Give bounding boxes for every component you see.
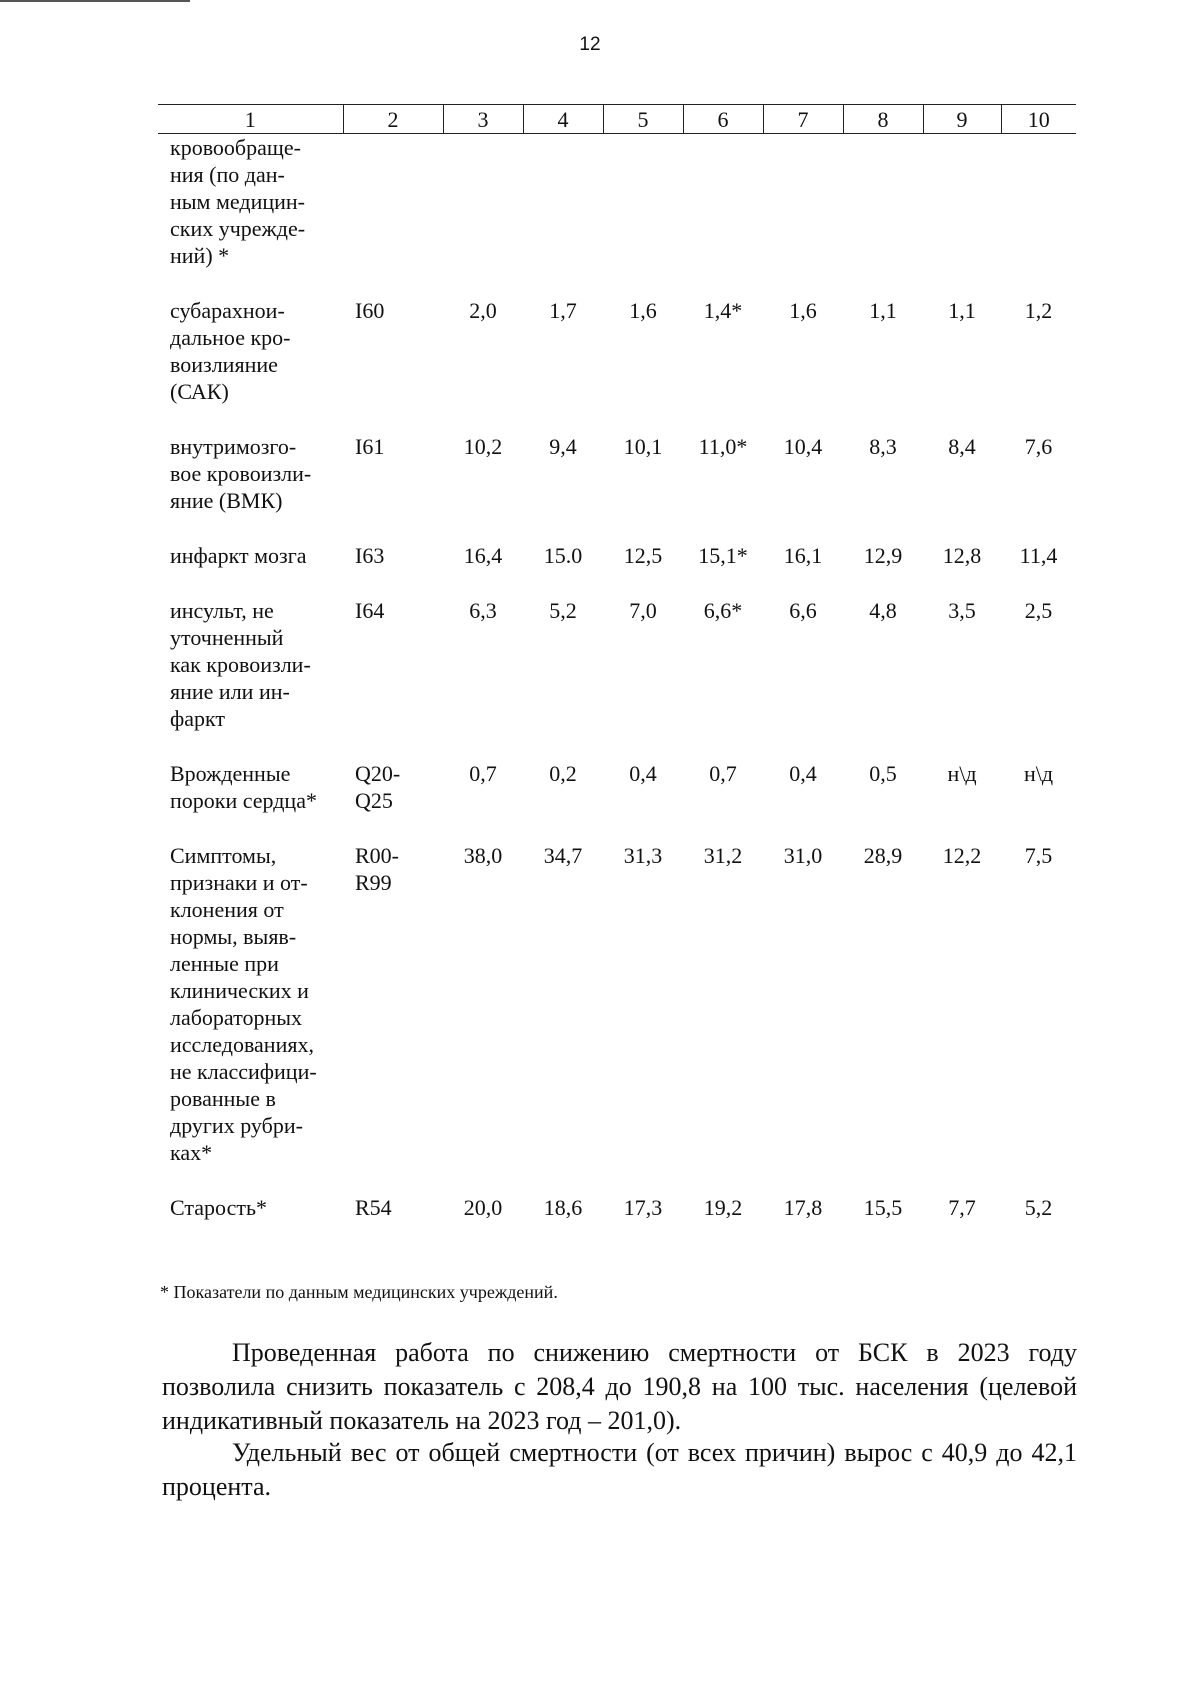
row-value-col-7: 31,0 [783,843,823,868]
row-name: инсульт, не уточненный как кровоизли- яние или ин- фаркт [170,598,311,731]
row-value-col-3: 6,3 [469,598,497,623]
row-value-col-4: 0,2 [549,761,577,786]
table-row [158,569,1076,732]
row-value-col-8: 0,5 [869,761,897,786]
table-header-row [158,105,1076,134]
row-name: Врожденные пороки сердца* [170,761,317,813]
mortality-table [158,104,1076,1221]
row-value-col-10: 1,2 [1024,298,1053,323]
row-value-col-6: 6,6* [703,598,743,623]
column-header-4: 4 [523,105,603,134]
row-value-col-10: 7,5 [1024,843,1053,868]
row-value-col-7: 1,6 [789,298,817,323]
table-row [158,1166,1076,1221]
row-value-col-8: 4,8 [869,598,897,623]
row-icd-code: I64 [355,598,385,623]
column-header-1: 1 [158,105,343,134]
row-name: инфаркт мозга [170,543,307,568]
row-value-col-5: 1,6 [629,298,657,323]
table-row [158,514,1076,569]
row-value-col-5: 17,3 [623,1195,663,1220]
row-value-col-6: 11,0* [698,434,748,459]
row-icd-code: I60 [355,298,385,323]
table-row [158,405,1076,514]
column-header-10: 10 [1001,105,1076,134]
table-row [158,269,1076,405]
row-value-col-9: 1,1 [948,298,976,323]
row-value-col-4: 18,6 [543,1195,583,1220]
column-header-6: 6 [683,105,763,134]
row-value-col-3: 20,0 [463,1195,503,1220]
row-name: внутримозго- вое кровоизли- яние (ВМК) [170,434,312,513]
row-value-col-9: 3,5 [948,598,976,623]
row-value-col-4: 15.0 [543,543,583,568]
row-value-col-9: 12,2 [942,843,982,868]
table-row [158,814,1076,1166]
row-value-col-10: 11,4 [1019,543,1058,568]
page-number: 12 [579,34,601,55]
row-value-col-5: 0,4 [629,761,657,786]
row-value-col-4: 5,2 [549,598,577,623]
row-value-col-9: н\д [947,761,977,786]
row-value-col-4: 9,4 [549,434,577,459]
row-value-col-5: 31,3 [623,843,663,868]
column-header-7: 7 [763,105,843,134]
row-name: Симптомы, признаки и от- клонения от нормы, выяв- ленные при клинических и лабораторных исследованиях, не классифици- рованные в других рубри- ках* [170,843,317,1165]
column-header-5: 5 [603,105,683,134]
row-value-col-7: 6,6 [789,598,817,623]
row-value-col-4: 34,7 [543,843,583,868]
row-value-col-7: 0,4 [789,761,817,786]
row-value-col-10: 7,6 [1024,434,1053,459]
row-icd-code: R00- R99 [355,843,399,895]
row-value-col-9: 12,8 [942,543,982,568]
row-value-col-9: 8,4 [948,434,976,459]
row-value-col-3: 10,2 [463,434,503,459]
row-value-col-6: 1,4* [703,298,743,323]
row-value-col-8: 15,5 [863,1195,903,1220]
column-header-8: 8 [843,105,923,134]
row-icd-code: Q20- Q25 [355,761,401,813]
row-value-col-7: 10,4 [783,434,823,459]
scan-edge-line [0,0,190,2]
row-value-col-3: 0,7 [469,761,497,786]
row-value-col-6: 0,7 [709,761,737,786]
row-value-col-7: 16,1 [783,543,823,568]
row-value-col-6: 19,2 [703,1195,743,1220]
column-header-2: 2 [343,105,443,134]
row-value-col-8: 12,9 [863,543,903,568]
row-value-col-8: 28,9 [863,843,903,868]
row-value-col-3: 38,0 [463,843,503,868]
row-value-col-10: 5,2 [1024,1195,1053,1220]
row-value-col-6: 15,1* [698,543,748,568]
row-value-col-9: 7,7 [948,1195,976,1220]
table-row [158,732,1076,814]
row-value-col-10: 2,5 [1024,598,1053,623]
row-value-col-6: 31,2 [703,843,743,868]
row-value-col-8: 8,3 [869,434,897,459]
row-icd-code: R54 [355,1195,392,1220]
column-header-3: 3 [443,105,523,134]
table-footnote: * Показатели по данным медицинских учреждений. [160,1282,558,1302]
paragraph-1: Проведенная работа по снижению смертности от БСК в 2023 году позволила снизить показатель с 208,4 до 190,8 на 100 тыс. населения (целевой индикативный показатель на 2023 год – 201,0). [162,1338,1077,1435]
row-name: субарахнои- дальное кро- воизлияние (САК) [170,298,291,404]
row-icd-code: I61 [355,434,385,459]
row-value-col-8: 1,1 [869,298,897,323]
column-header-9: 9 [923,105,1001,134]
row-value-col-7: 17,8 [783,1195,823,1220]
row-value-col-3: 16,4 [463,543,503,568]
row-value-col-4: 1,7 [549,298,577,323]
row-name-continuation: кровообраще- ния (по дан- ным медицин- ских учрежде- ний) * [170,135,306,268]
row-name: Старость* [170,1195,267,1220]
row-value-col-10: н\д [1023,761,1054,786]
row-icd-code: I63 [355,543,385,568]
paragraph-2: Удельный вес от общей смертности (от всех причин) вырос с 40,9 до 42,1 процента. [162,1438,1077,1501]
row-value-col-5: 10,1 [623,434,663,459]
row-value-col-3: 2,0 [469,298,497,323]
table-row-continuation [158,134,1076,270]
row-value-col-5: 12,5 [623,543,663,568]
row-value-col-5: 7,0 [629,598,657,623]
